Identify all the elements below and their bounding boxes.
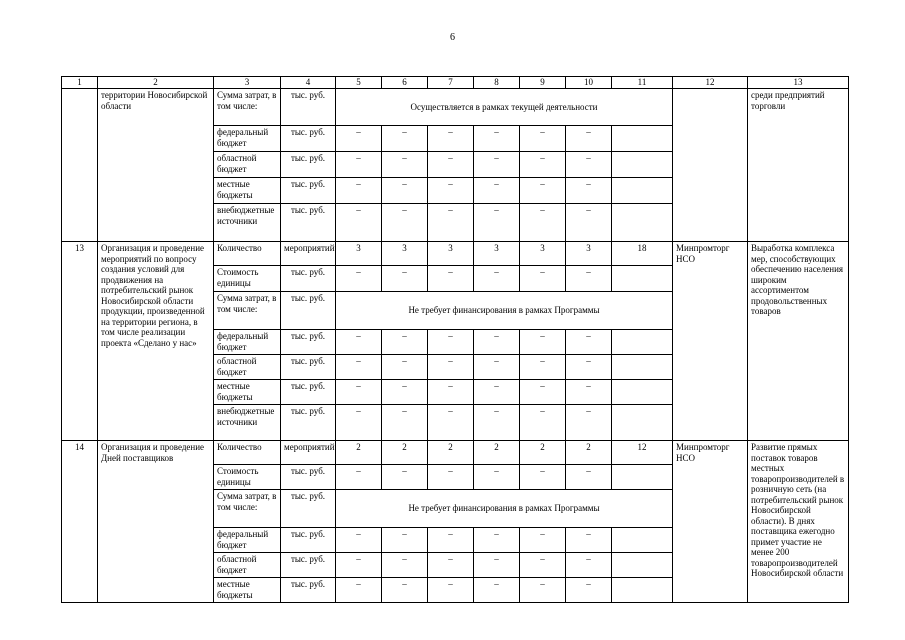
unit-cell: тыс. руб. <box>281 126 336 152</box>
total-cell <box>612 355 673 380</box>
program-table <box>61 76 849 603</box>
item-number-cell: 14 <box>62 441 98 603</box>
value-cell: – <box>520 380 566 405</box>
total-cell <box>612 465 673 490</box>
unit-cell: тыс. руб. <box>281 405 336 441</box>
total-cell <box>612 204 673 242</box>
value-cell: 3 <box>566 242 612 266</box>
value-cell: – <box>336 126 382 152</box>
value-cell: – <box>566 380 612 405</box>
value-cell: 3 <box>336 242 382 266</box>
total-cell <box>612 126 673 152</box>
unit-cell: тыс. руб. <box>281 355 336 380</box>
value-cell: 2 <box>336 441 382 465</box>
value-cell: 3 <box>428 242 474 266</box>
value-cell: – <box>428 528 474 553</box>
row-label: внебюджетные источники <box>214 204 281 242</box>
row-label: местные бюджеты <box>214 380 281 405</box>
value-cell: 3 <box>474 242 520 266</box>
item-title-cell: Организация и проведение мероприятий по вопросу создания условий для продвижения на потребительский рынок Новосибирской области продукции, произведенной на территории региона, в том числе реализации проекта «Сделано у нас» <box>98 242 214 441</box>
value-cell: – <box>428 578 474 603</box>
value-cell: – <box>566 266 612 292</box>
unit-cell: тыс. руб. <box>281 380 336 405</box>
value-cell: – <box>336 355 382 380</box>
value-cell: – <box>428 126 474 152</box>
value-cell: – <box>520 266 566 292</box>
value-cell: – <box>382 465 428 490</box>
item-title-cell: территории Новосибирской области <box>98 89 214 242</box>
value-cell: – <box>520 178 566 204</box>
unit-cell: тыс. руб. <box>281 528 336 553</box>
value-cell: – <box>520 553 566 578</box>
table-row <box>62 242 849 266</box>
item-title-cell: Организация и проведение Дней поставщиков <box>98 441 214 603</box>
value-cell: – <box>382 330 428 355</box>
total-cell: 18 <box>612 242 673 266</box>
value-cell: – <box>336 405 382 441</box>
header-cell: 1 <box>62 77 98 89</box>
unit-cell: тыс. руб. <box>281 465 336 490</box>
header-cell: 4 <box>281 77 336 89</box>
value-cell: – <box>382 178 428 204</box>
unit-cell: мероприятий <box>281 242 336 266</box>
value-cell: – <box>520 330 566 355</box>
value-cell: – <box>474 126 520 152</box>
value-cell: – <box>474 178 520 204</box>
value-cell: – <box>428 330 474 355</box>
executor-cell: Минпромторг НСО <box>673 441 748 603</box>
value-cell: – <box>474 355 520 380</box>
value-cell: 3 <box>520 242 566 266</box>
value-cell: – <box>474 380 520 405</box>
total-cell <box>612 266 673 292</box>
value-cell: – <box>474 152 520 178</box>
header-cell: 3 <box>214 77 281 89</box>
total-cell <box>612 405 673 441</box>
value-cell: – <box>428 355 474 380</box>
value-cell: 2 <box>428 441 474 465</box>
value-cell: – <box>428 178 474 204</box>
total-cell <box>612 178 673 204</box>
row-label: местные бюджеты <box>214 578 281 603</box>
value-cell: – <box>382 578 428 603</box>
value-cell: – <box>336 528 382 553</box>
value-cell: – <box>382 528 428 553</box>
total-cell <box>612 553 673 578</box>
value-cell: – <box>566 178 612 204</box>
value-cell: 2 <box>520 441 566 465</box>
total-cell <box>612 152 673 178</box>
total-cell <box>612 528 673 553</box>
value-cell: – <box>382 152 428 178</box>
total-cell <box>612 380 673 405</box>
page-number: 6 <box>450 32 455 43</box>
header-cell: 9 <box>520 77 566 89</box>
value-cell: – <box>428 465 474 490</box>
row-label: Стоимость единицы <box>214 465 281 490</box>
unit-cell: тыс. руб. <box>281 292 336 330</box>
value-cell: – <box>336 465 382 490</box>
value-cell: – <box>336 578 382 603</box>
value-cell: – <box>474 330 520 355</box>
value-cell: – <box>474 578 520 603</box>
table-row <box>62 89 849 126</box>
header-row <box>62 77 849 89</box>
merged-note: Не требует финансирования в рамках Программы <box>336 490 673 528</box>
value-cell: – <box>566 405 612 441</box>
value-cell: – <box>566 553 612 578</box>
result-cell: Выработка комплекса мер, способствующих обеспечению населения широким ассортиментом продовольственных товаров <box>748 242 849 441</box>
row-label: Сумма затрат, в том числе: <box>214 490 281 528</box>
row-label: федеральный бюджет <box>214 330 281 355</box>
value-cell: – <box>474 465 520 490</box>
row-label: областной бюджет <box>214 553 281 578</box>
value-cell: – <box>336 152 382 178</box>
total-cell: 12 <box>612 441 673 465</box>
value-cell: – <box>428 266 474 292</box>
value-cell: – <box>520 355 566 380</box>
row-label: Количество <box>214 242 281 266</box>
value-cell: 2 <box>566 441 612 465</box>
header-cell: 13 <box>748 77 849 89</box>
value-cell: – <box>566 578 612 603</box>
value-cell: – <box>566 126 612 152</box>
row-label: Сумма затрат, в том числе: <box>214 89 281 126</box>
value-cell: – <box>336 330 382 355</box>
value-cell: – <box>520 126 566 152</box>
row-label: Количество <box>214 441 281 465</box>
row-label: местные бюджеты <box>214 178 281 204</box>
value-cell: – <box>520 465 566 490</box>
value-cell: – <box>566 204 612 242</box>
value-cell: – <box>474 553 520 578</box>
result-cell: среди предприятий торговли <box>748 89 849 242</box>
unit-cell: тыс. руб. <box>281 578 336 603</box>
executor-cell <box>673 89 748 242</box>
row-label: федеральный бюджет <box>214 528 281 553</box>
header-cell: 7 <box>428 77 474 89</box>
unit-cell: тыс. руб. <box>281 152 336 178</box>
value-cell: – <box>382 553 428 578</box>
row-label: областной бюджет <box>214 355 281 380</box>
value-cell: – <box>428 152 474 178</box>
value-cell: – <box>474 405 520 441</box>
value-cell: – <box>428 380 474 405</box>
row-label: Сумма затрат, в том числе: <box>214 292 281 330</box>
value-cell: – <box>382 204 428 242</box>
value-cell: – <box>520 578 566 603</box>
value-cell: – <box>474 204 520 242</box>
value-cell: – <box>336 178 382 204</box>
total-cell <box>612 578 673 603</box>
value-cell: – <box>474 528 520 553</box>
header-cell: 10 <box>566 77 612 89</box>
header-cell: 12 <box>673 77 748 89</box>
header-cell: 11 <box>612 77 673 89</box>
value-cell: 2 <box>382 441 428 465</box>
value-cell: – <box>428 405 474 441</box>
unit-cell: тыс. руб. <box>281 553 336 578</box>
value-cell: – <box>428 204 474 242</box>
unit-cell: тыс. руб. <box>281 89 336 126</box>
total-cell <box>612 330 673 355</box>
row-label: Стоимость единицы <box>214 266 281 292</box>
value-cell: – <box>382 405 428 441</box>
unit-cell: тыс. руб. <box>281 204 336 242</box>
value-cell: – <box>382 266 428 292</box>
value-cell: – <box>566 152 612 178</box>
value-cell: – <box>566 465 612 490</box>
value-cell: – <box>336 204 382 242</box>
row-label: областной бюджет <box>214 152 281 178</box>
executor-cell: Минпромторг НСО <box>673 242 748 441</box>
row-label: федеральный бюджет <box>214 126 281 152</box>
header-cell: 8 <box>474 77 520 89</box>
value-cell: – <box>520 152 566 178</box>
value-cell: – <box>520 528 566 553</box>
merged-note: Не требует финансирования в рамках Программы <box>336 292 673 330</box>
unit-cell: тыс. руб. <box>281 490 336 528</box>
header-cell: 6 <box>382 77 428 89</box>
value-cell: – <box>566 355 612 380</box>
unit-cell: тыс. руб. <box>281 330 336 355</box>
value-cell: – <box>474 266 520 292</box>
item-number-cell: 13 <box>62 242 98 441</box>
value-cell: – <box>428 553 474 578</box>
value-cell: – <box>520 204 566 242</box>
row-label: внебюджетные источники <box>214 405 281 441</box>
value-cell: – <box>566 528 612 553</box>
unit-cell: тыс. руб. <box>281 178 336 204</box>
unit-cell: тыс. руб. <box>281 266 336 292</box>
table-row <box>62 441 849 465</box>
value-cell: 2 <box>474 441 520 465</box>
unit-cell: мероприятий <box>281 441 336 465</box>
value-cell: – <box>382 380 428 405</box>
header-cell: 5 <box>336 77 382 89</box>
value-cell: – <box>382 355 428 380</box>
value-cell: – <box>382 126 428 152</box>
value-cell: 3 <box>382 242 428 266</box>
value-cell: – <box>566 330 612 355</box>
value-cell: – <box>336 553 382 578</box>
value-cell: – <box>336 266 382 292</box>
value-cell: – <box>520 405 566 441</box>
header-cell: 2 <box>98 77 214 89</box>
merged-note: Осуществляется в рамках текущей деятельности <box>336 89 673 126</box>
item-number-cell <box>62 89 98 242</box>
value-cell: – <box>336 380 382 405</box>
result-cell: Развитие прямых поставок товаров местных товаропроизводителей в розничную сеть (на потребительский рынок Новосибирской области). В днях поставщика ежегодно примет участие не менее 200 товаропроизводителей Новосибирской области <box>748 441 849 603</box>
